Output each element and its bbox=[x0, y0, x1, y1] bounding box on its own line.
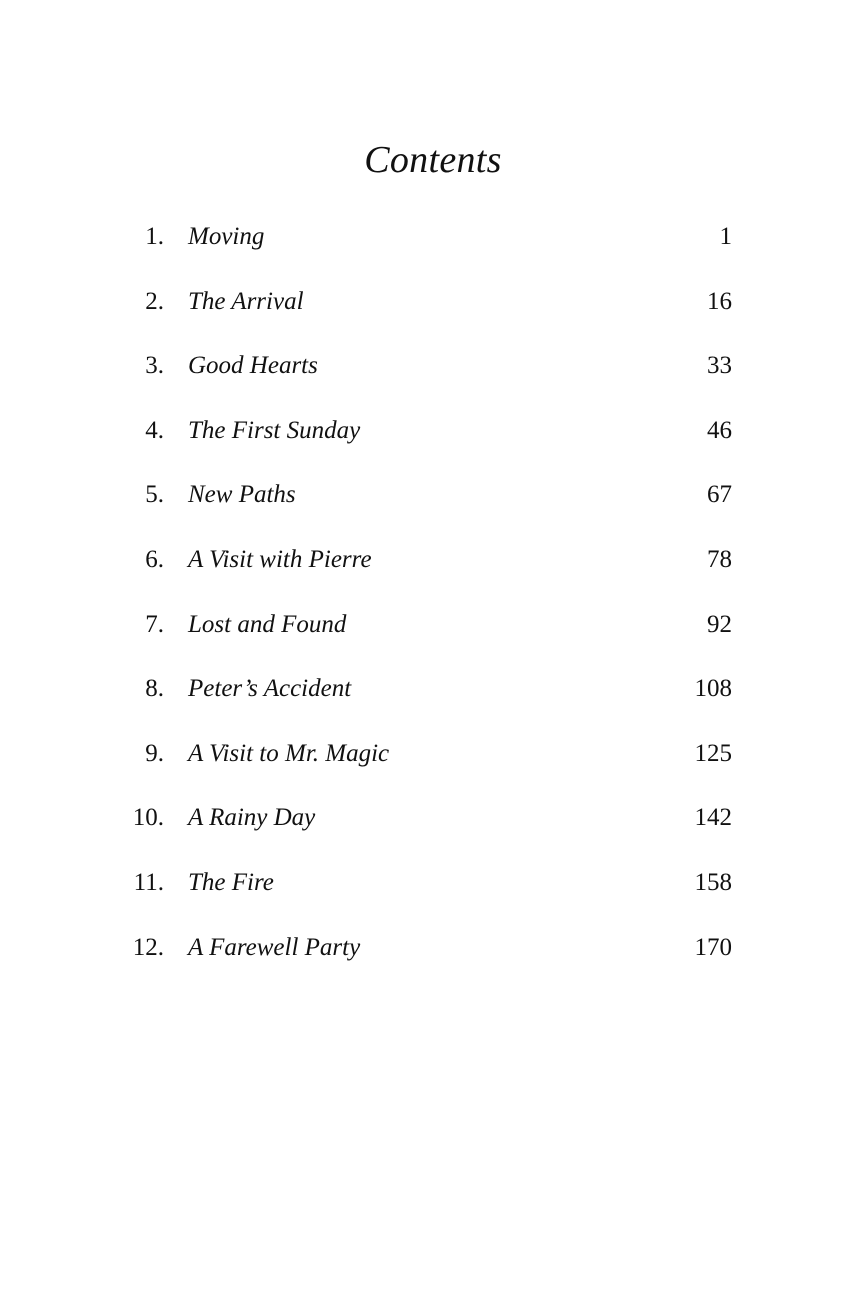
toc-entry[interactable] bbox=[0, 671, 866, 736]
chapter-page: 158 bbox=[694, 868, 732, 896]
chapter-page: 33 bbox=[707, 352, 732, 380]
chapter-number: 7. bbox=[145, 610, 164, 638]
chapter-title: The First Sunday bbox=[188, 416, 361, 444]
page-title: Contents bbox=[364, 139, 502, 181]
chapter-title: Lost and Found bbox=[188, 610, 347, 638]
chapter-page: 67 bbox=[707, 481, 732, 509]
chapter-number: 8. bbox=[145, 675, 164, 703]
chapter-title: A Rainy Day bbox=[188, 804, 316, 832]
chapter-number: 9. bbox=[145, 739, 164, 767]
chapter-page: 142 bbox=[694, 804, 732, 832]
toc-entry[interactable] bbox=[0, 219, 866, 284]
chapter-number: 10. bbox=[132, 804, 164, 832]
toc-entry[interactable] bbox=[0, 607, 866, 672]
chapter-number: 6. bbox=[145, 545, 164, 573]
toc-entry[interactable] bbox=[0, 477, 866, 542]
chapter-number: 1. bbox=[145, 223, 164, 250]
toc-entry[interactable] bbox=[0, 413, 866, 478]
chapter-title: New Paths bbox=[188, 481, 296, 509]
chapter-page: 170 bbox=[694, 933, 732, 961]
chapter-title: A Farewell Party bbox=[188, 933, 361, 961]
chapter-title: The Arrival bbox=[188, 287, 304, 315]
table-of-contents bbox=[0, 219, 866, 994]
chapter-page: 125 bbox=[694, 739, 732, 767]
chapter-number: 2. bbox=[145, 287, 164, 315]
chapter-page: 108 bbox=[694, 675, 732, 703]
toc-entry[interactable] bbox=[0, 736, 866, 801]
chapter-page: 16 bbox=[707, 287, 732, 315]
toc-entry[interactable] bbox=[0, 348, 866, 413]
chapter-page: 78 bbox=[707, 545, 732, 573]
toc-entry[interactable] bbox=[0, 542, 866, 607]
toc-entry[interactable] bbox=[0, 865, 866, 930]
chapter-number: 12. bbox=[132, 933, 164, 961]
chapter-title: A Visit to Mr. Magic bbox=[188, 739, 390, 767]
chapter-number: 4. bbox=[145, 416, 164, 444]
chapter-number: 11. bbox=[133, 868, 164, 896]
chapter-title: Good Hearts bbox=[188, 352, 318, 380]
chapter-title: A Visit with Pierre bbox=[188, 545, 372, 573]
chapter-page: 1 bbox=[719, 223, 732, 250]
chapter-number: 3. bbox=[145, 352, 164, 380]
chapter-page: 92 bbox=[707, 610, 732, 638]
toc-entry[interactable] bbox=[0, 930, 866, 995]
chapter-title: The Fire bbox=[188, 868, 274, 896]
chapter-number: 5. bbox=[145, 481, 164, 509]
toc-entry[interactable] bbox=[0, 800, 866, 865]
chapter-title: Peter’s Accident bbox=[188, 675, 352, 703]
toc-entry[interactable] bbox=[0, 284, 866, 349]
chapter-title: Moving bbox=[188, 223, 265, 250]
chapter-page: 46 bbox=[707, 416, 732, 444]
